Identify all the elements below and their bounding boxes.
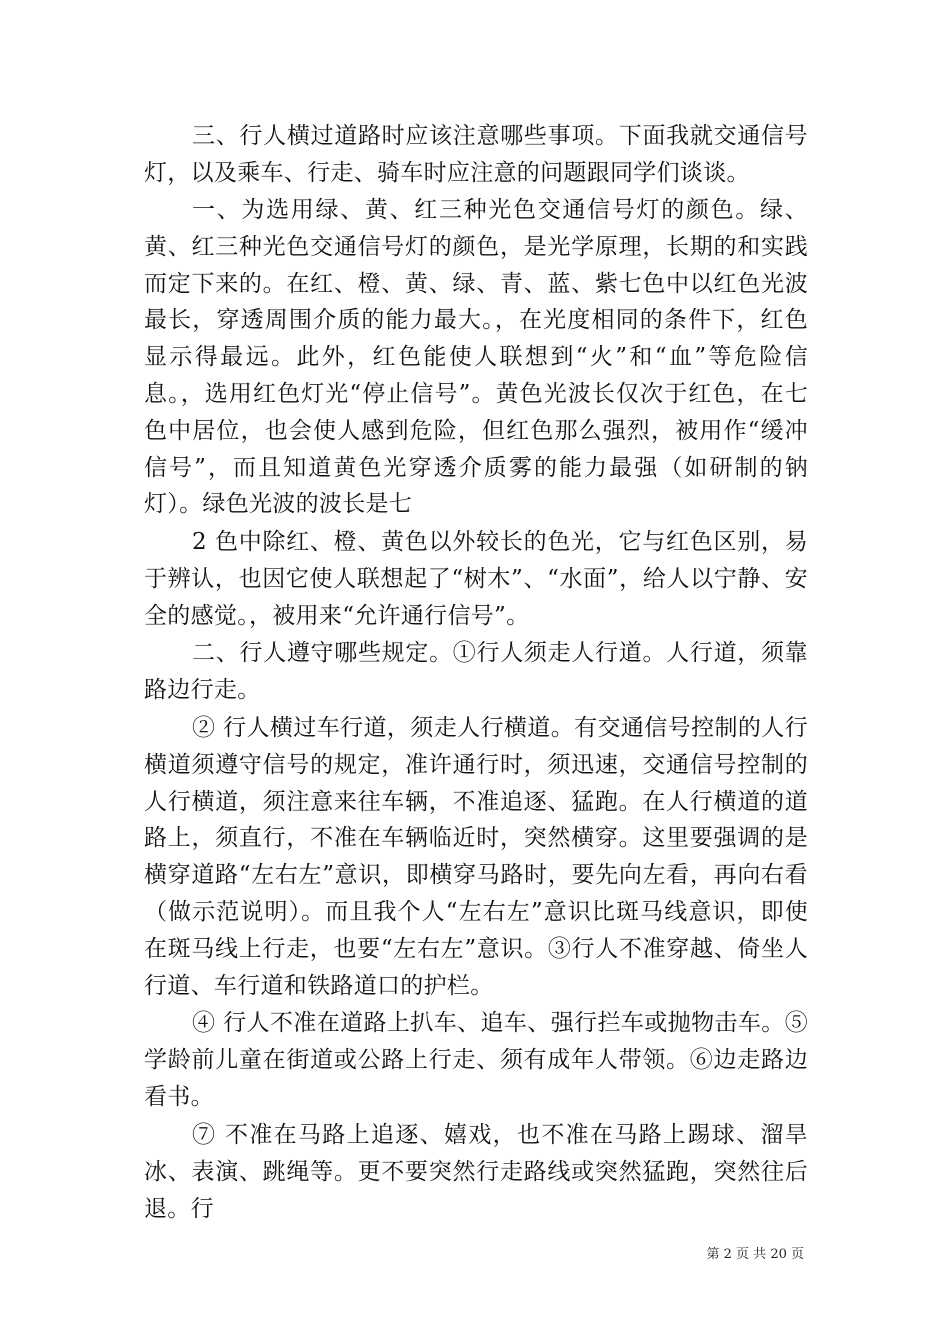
paragraph-signal-colors: 一、为选用绿、黄、红三种光色交通信号灯的颜色。绿、黄、红三种光色交通信号灯的颜色，是光学原理，长期的和实践而定下来的。在红、橙、黄、绿、青、蓝、紫七色中以红色光波最长，穿透周围介质的能力最大。，在光度相同的条件下，红色显示得最远。此外，红色能使人联想到“火”和“血”等危险信息。，选用红色灯光“停止信号”。黄色光波长仅次于红色，在七色中居位，也会使人感到危险，但红色那么强烈，被用作“缓冲信号”，而且知道黄色光穿透介质雾的能力最强（如研制的钠灯）。绿色光波的波长是七 <box>144 197 808 518</box>
paragraph-pedestrian-rules: 二、行人遵守哪些规定。①行人须走人行道。人行道，须靠路边行走。 <box>144 640 808 703</box>
paragraph-crosswalk: ② 行人横过车行道，须走人行横道。有交通信号控制的人行横道须遵守信号的规定，准许通行时，须迅速，交通信号控制的人行横道，须注意来往车辆，不准追逐、猛跑。在人行横道的道路上，须直行，不准在车辆临近时，突然横穿。这里要强调的是横穿道路“左右左”意识，即横穿马路时，要先向左看，再向右看（做示范说明）。而且我个人“左右左”意识比斑马线意识，即使在斑马线上行走，也要“左右左”意识。③行人不准穿越、倚坐人行道、车行道和铁路道口的护栏。 <box>144 715 808 999</box>
paragraph-prohibited-actions: ④ 行人不准在道路上扒车、追车、强行拦车或抛物击车。⑤学龄前儿童在街道或公路上行走、须有成年人带领。⑥边走路边看书。 <box>144 1010 808 1110</box>
paragraph-traffic-intro: 三、行人横过道路时应该注意哪些事项。下面我就交通信号灯，以及乘车、行走、骑车时应注意的问题跟同学们谈谈。 <box>144 123 808 186</box>
paragraph-green-light: 2 色中除红、橙、黄色以外较长的色光，它与红色区别，易于辨认，也因它使人联想起了“树木”、“水面”，给人以宁静、安全的感觉。，被用来“允许通行信号”。 <box>144 529 808 629</box>
page-number-footer: 第 2 页 共 20 页 <box>706 1247 804 1262</box>
paragraph-no-playing: ⑦ 不准在马路上追逐、嬉戏，也不准在马路上踢球、溜旱冰、表演、跳绳等。更不要突然行走路线或突然猛跑，突然往后退。行 <box>144 1122 808 1222</box>
